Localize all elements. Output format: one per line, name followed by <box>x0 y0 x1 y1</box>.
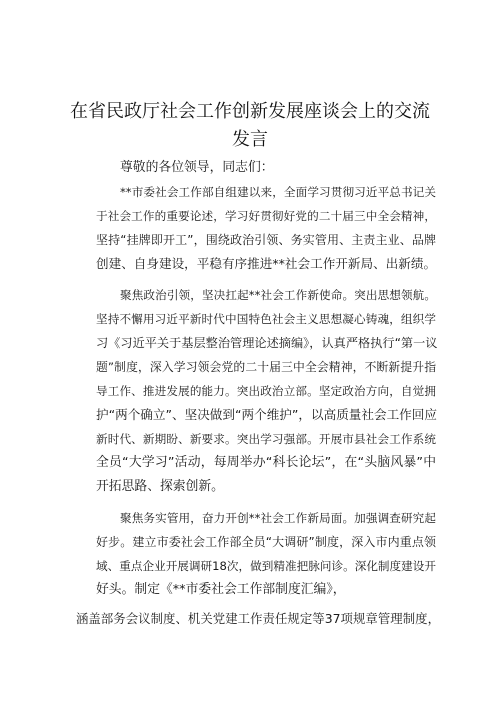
paragraph-line: 坚持“挂牌即开工”，围绕政治引领、务实管用、主责主业、品牌 <box>96 233 436 247</box>
paragraph-line: 聚焦政治引领，坚决扛起**社会工作新使命。突出思想领航。 <box>120 288 436 302</box>
salutation: 尊敬的各位领导，同志们： <box>120 160 274 175</box>
document-title-line-2: 发言 <box>232 129 268 150</box>
paragraph-line: 坚持不懈用习近平新时代中国特色社会主义思想凝心铸魂，组织学 <box>96 312 436 326</box>
paragraph-line: 聚焦务实管用，奋力开创**社会工作新局面。加强调查研究起 <box>120 511 436 525</box>
paragraph-line: 域、重点企业开展调研18次，做到精准把脉问诊。深化制度建设开 <box>96 559 436 573</box>
paragraph-line: 新时代、新期盼、新要求。突出学习强部。开展市县社会工作系统 <box>96 432 436 446</box>
paragraph-line: 导工作、推进发展的能力。突出政治立部。坚定政治方向，自觉拥 <box>96 384 436 398</box>
paragraph-line: 题”制度，深入学习领会党的二十届三中全会精神，不断新提升指 <box>96 360 436 374</box>
paragraph-line: 好头。制定《**市委社会工作部制度汇编》， <box>96 582 346 597</box>
paragraph-line: **市委社会工作部自组建以来，全面学习贯彻习近平总书记关 <box>120 185 436 199</box>
paragraph-line: 护“两个确立”、坚决做到“两个维护”，以高质量社会工作回应 <box>96 407 437 422</box>
paragraph-line: 开拓思路、探索创新。 <box>96 479 224 494</box>
paragraph-line: 好步。建立市委社会工作部全员“大调研”制度，深入市内重点领 <box>96 535 436 549</box>
paragraph-line: 于社会工作的重要论述，学习好贯彻好党的二十届三中全会精神， <box>96 209 436 223</box>
paragraph-line: 全员“大学习”活动，每周举办“科长论坛”，在“头脑风暴”中 <box>96 455 436 470</box>
document-title-line-1: 在省民政厅社会工作创新发展座谈会上的交流 <box>70 101 430 122</box>
paragraph-line: 涵盖部务会议制度、机关党建工作责任规定等37项规章管理制度， <box>76 611 440 626</box>
paragraph-line: 习《习近平关于基层整治管理论述摘编》，认真严格执行“第一议 <box>96 336 438 350</box>
paragraph-line: 创建、自身建设，平稳有序推进**社会工作开新局、出新绩。 <box>96 256 437 271</box>
